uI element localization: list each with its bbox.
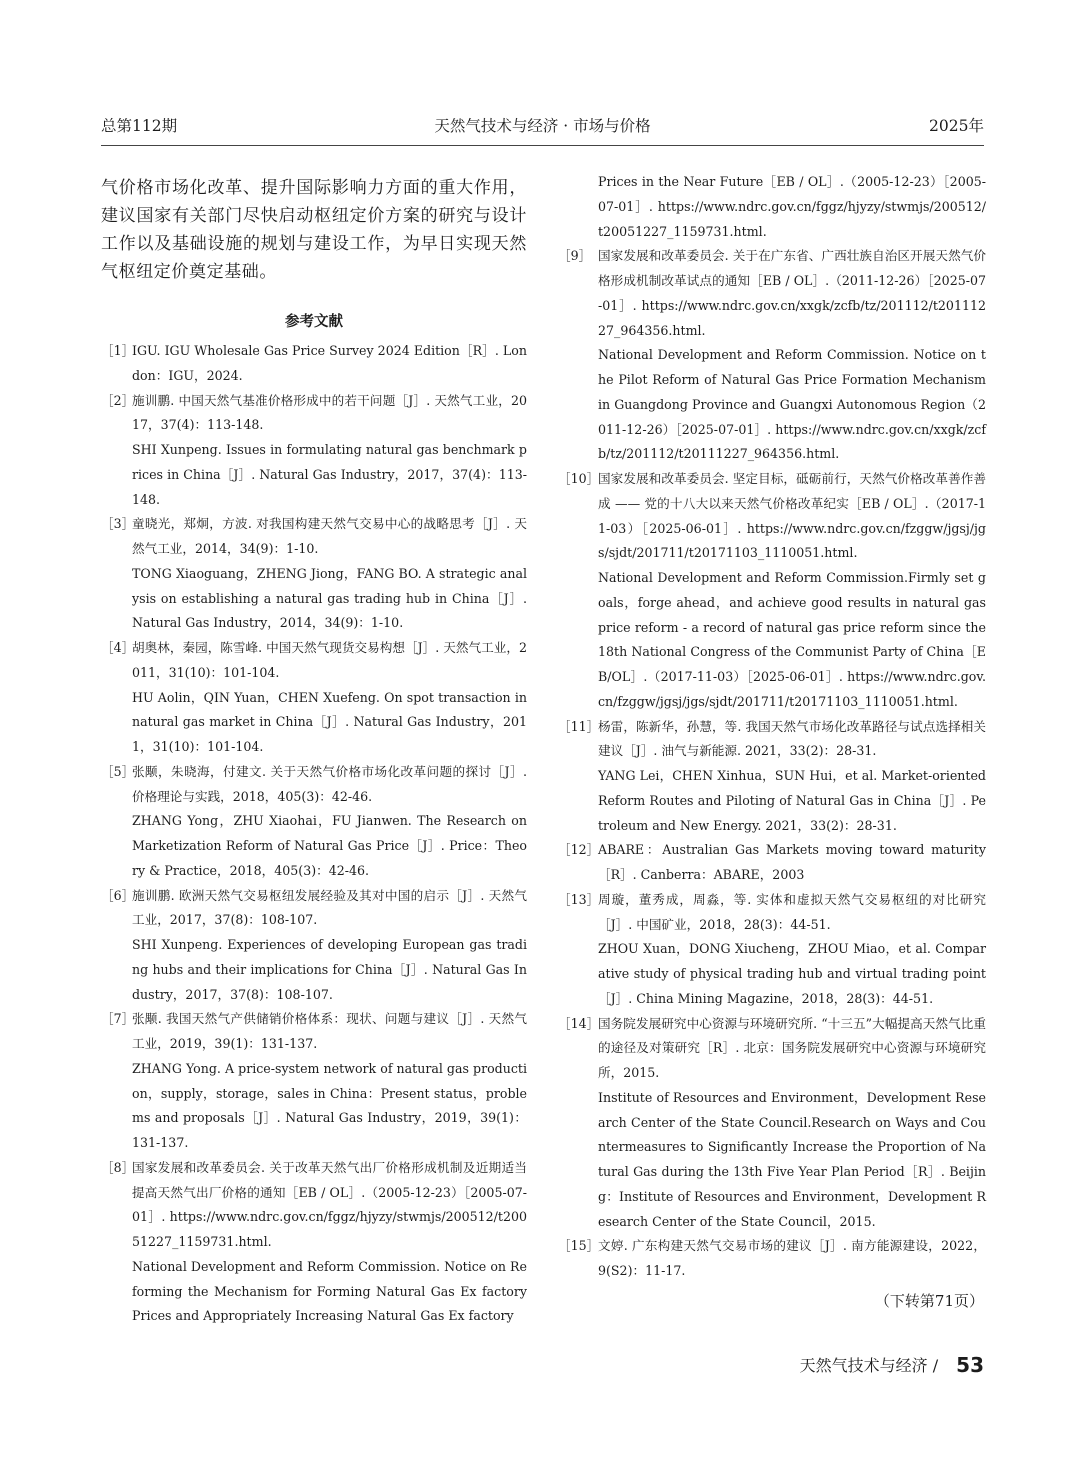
year: 2025年 [929, 117, 984, 135]
reference-number: ［5］ [101, 763, 135, 779]
reference-text: 文婷. 广东构建天然气交易市场的建议［J］. 南方能源建设，2022，9(S2)：11-17. [598, 1238, 986, 1278]
reference-item [101, 339, 527, 389]
reference-item [558, 1012, 986, 1235]
reference-item [558, 467, 986, 715]
reference-text: 童晓光，郑炯，方波. 对我国构建天然气交易中心的战略思考［J］. 天然气工业，2014，34(9)：1-10. [132, 516, 527, 556]
left-column [101, 170, 527, 1329]
reference-list-left [101, 339, 527, 1329]
reference-text: 施训鹏. 欧洲天然气交易枢纽发展经验及其对中国的启示［J］. 天然气工业，2017，37(8)：108-107. [132, 887, 527, 928]
reference-number: ［14］ [558, 1015, 600, 1031]
reference-text-en: ZHANG Yong，ZHU Xiaohai，FU Jianwen. The Research on Marketization Reform of Natural Gas Price［J］. Price：Theory & Practice，2018，405(3)：42-46. [132, 813, 527, 878]
reference-text: 周璇，董秀成，周淼，等. 实体和虚拟天然气交易枢纽的对比研究［J］. 中国矿业，2018，28(3)：44-51. [598, 891, 986, 932]
reference-number: ［7］ [101, 1011, 135, 1027]
reference-text: 张颙. 我国天然气产供储销价格体系：现状、问题与建议［J］. 天然气工业，2019，39(1)：131-137. [132, 1011, 527, 1051]
reference-number: ［8］ [101, 1159, 135, 1175]
reference-text: 胡奥林，秦园，陈雪峰. 中国天然气现货交易构想［J］. 天然气工业，2011，31(10)：101-104. [132, 640, 527, 680]
reference-number: ［13］ [558, 891, 600, 907]
reference-text: 张颙，朱晓海，付建文. 关于天然气价格市场化改革问题的探讨［J］. 价格理论与实践，2018，405(3)：42-46. [132, 763, 527, 804]
reference-item [101, 636, 527, 760]
reference-item [101, 884, 527, 1008]
reference-text: 国家发展和改革委员会. 关于改革天然气出厂价格形成机制及近期适当提高天然气出厂价格的通知［EB / OL］.（2005-12-23）［2005-07-01］. https://www.ndrc.gov.cn/fggz/hjyzy/stwmjs/200512/t20051227_1159731.html. [132, 1159, 527, 1249]
reference-text: 国家发展和改革委员会. 坚定目标，砥砺前行，天然气价格改革善作善成 —— 党的十八大以来天然气价格改革纪实［EB / OL］.（2017-11-03）［2025-06-01］. https://www.ndrc.gov.cn/fzggw/jgsj/jgs/sjdt/201711/t20171103_1110051.html. [598, 471, 986, 561]
reference-number: ［6］ [101, 887, 135, 903]
reference-text-en: HU Aolin，QIN Yuan，CHEN Xuefeng. On spot transaction in natural gas market in China［J］. Natural Gas Industry，2011，31(10)：101-104. [132, 689, 527, 754]
continued-note: （下转第71页） [874, 1291, 984, 1310]
reference-text: 国务院发展研究中心资源与环境研究所. “十三五”大幅提高天然气比重的途径及对策研究［R］. 北京：国务院发展研究中心资源与环境研究所，2015. [598, 1015, 986, 1080]
page-footer [800, 1350, 984, 1380]
reference-number: ［15］ [558, 1238, 600, 1254]
reference-number: ［9］ [558, 248, 592, 264]
reference-number: ［2］ [101, 392, 135, 408]
reference-item [101, 389, 527, 513]
reference-item [101, 760, 527, 884]
reference-text-en: National Development and Reform Commission.Firmly set goals，forge ahead，and achieve good results in natural gas price reform - a record of natural gas price reform since the 18th National Congress of the Communist Party of China［EB/OL］.（2017-11-03）［2025-06-01］. https://www.ndrc.gov.cn/fzggw/jgsj/jgs/sjdt/201711/t20171103_1110051.html. [598, 570, 986, 709]
reference-text-en: Institute of Resources and Environment，Development Research Center of the State Council.Research on Ways and Countermeasures to Significantly Increase the Proportion of Natural Gas during the 13th Five Year Plan Period［R］. Beijing：Institute of Resources and Environment，Development Research Center of the State Council，2015. [598, 1089, 986, 1229]
reference-item [558, 1234, 986, 1284]
reference-text: 施训鹏. 中国天然气基准价格形成中的若干问题［J］. 天然气工业，2017，37(4)：113-148. [132, 392, 527, 433]
reference-text-en: SHI Xunpeng. Experiences of developing European gas trading hubs and their implications for China［J］. Natural Gas Industry，2017，37(8)：108-107. [132, 937, 527, 1002]
reference-item [558, 244, 986, 467]
reference-text: 国家发展和改革委员会. 关于在广东省、广西壮族自治区开展天然气价格形成机制改革试点的通知［EB / OL］.（2011-12-26）［2025-07-01］. https://www.ndrc.gov.cn/xxgk/zcfb/tz/201112/t20111227_964356.html. [598, 248, 986, 338]
reference-text-en: National Development and Reform Commission. Notice on the Pilot Reform of Natural Gas Price Formation Mechanism in Guangdong Province and Guangxi Autonomous Region（2011-12-26）［2025-07-01］. https://www.ndrc.gov.cn/xxgk/zcfb/tz/201112/t20111227_964356.html. [598, 347, 986, 462]
reference-text-en: ZHANG Yong. A price-system network of natural gas production，supply，storage，sales in China：Present status，problems and proposals［J］. Natural Gas Industry，2019，39(1)：131-137. [132, 1060, 527, 1150]
issue-number: 总第112期 [101, 117, 178, 135]
reference-text-en: YANG Lei，CHEN Xinhua，SUN Hui，et al. Market-oriented Reform Routes and Piloting of Natural Gas in China［J］. Petroleum and New Energy. 2021，33(2)：28-31. [598, 768, 986, 833]
running-header [101, 113, 984, 139]
reference-text-en: National Development and Reform Commission. Notice on Reforming the Mechanism for Forming Natural Gas Ex factory Prices and Appropriately Increasing Natural Gas Ex factory [132, 1258, 527, 1324]
reference-text: 杨雷，陈新华，孙慧，等. 我国天然气市场化改革路径与试点选择相关建议［J］. 油气与新能源. 2021，33(2)：28-31. [598, 718, 986, 759]
reference-number: ［10］ [558, 471, 600, 486]
reference-text-en: Prices in the Near Future［EB / OL］.（2005-12-23）［2005-07-01］. https://www.ndrc.gov.cn/fggz/hjyzy/stwmjs/200512/t20051227_1159731.html. [598, 174, 986, 239]
reference-item [101, 1007, 527, 1156]
page-number: 53 [956, 1353, 984, 1377]
reference-text-en: SHI Xunpeng. Issues in formulating natural gas benchmark prices in China［J］. Natural Gas Industry，2017，37(4)：113-148. [132, 442, 527, 507]
reference-item [101, 512, 527, 636]
reference-text: ABARE：Australian Gas Markets moving toward maturity［R］. Canberra：ABARE，2003 [598, 842, 986, 882]
reference-continuation [558, 170, 986, 244]
reference-item [101, 1156, 527, 1329]
body-paragraph: 气价格市场化改革、提升国际影响力方面的重大作用，建议国家有关部门尽快启动枢纽定价方案的研究与设计工作以及基础设施的规划与建设工作，为早日实现天然气枢纽定价奠定基础。 [101, 178, 527, 282]
reference-text-en: ZHOU Xuan，DONG Xiucheng，ZHOU Miao，et al. Comparative study of physical trading hub and virtual trading point［J］. China Mining Magazine，2018，28(3)：44-51. [598, 941, 986, 1006]
reference-number: ［12］ [558, 842, 600, 858]
journal-section: 天然气技术与经济 · 市场与价格 [434, 117, 651, 135]
reference-number: ［1］ [101, 343, 135, 358]
reference-number: ［11］ [558, 718, 600, 734]
footer-journal-name: 天然气技术与经济 / [799, 1356, 939, 1375]
reference-text-en: TONG Xiaoguang，ZHENG Jiong，FANG BO. A strategic analysis on establishing a natural gas trading hub in China［J］. Natural Gas Industry，2014，34(9)：1-10. [132, 565, 527, 631]
references-title: 参考文献 [285, 314, 343, 330]
reference-number: ［3］ [101, 516, 135, 532]
reference-text: IGU. IGU Wholesale Gas Price Survey 2024 Edition［R］. London：IGU，2024. [132, 343, 527, 383]
reference-number: ［4］ [101, 640, 135, 655]
reference-item [558, 838, 986, 888]
reference-item [558, 715, 986, 839]
header-rule [101, 145, 984, 146]
reference-list-right [558, 244, 986, 1284]
reference-item [558, 888, 986, 1012]
right-column [558, 170, 986, 1314]
